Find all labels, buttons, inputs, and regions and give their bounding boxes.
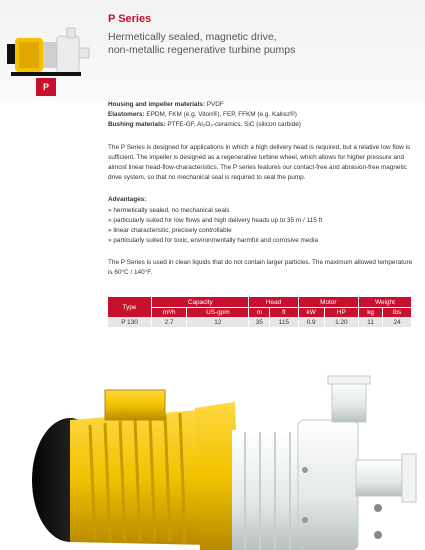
- subheader-hp: HP: [324, 308, 358, 318]
- subheader-ft: ft: [270, 308, 299, 318]
- subtitle-line-2: non-metallic regenerative turbine pumps: [108, 44, 296, 56]
- housing-spec: Housing and impeller materials: PVDF: [108, 101, 224, 108]
- header-type: Type: [108, 297, 152, 317]
- list-item: » particularly suited for low flows and high delivery heads up to 35 m / 115 ft: [108, 216, 322, 226]
- page-subtitle: [108, 31, 408, 57]
- table-row: [108, 317, 412, 327]
- elastomers-spec: Elastomers: EPDM, FKM (e.g. Viton®), FEP, FFKM (e.g. Kalrez®): [108, 111, 297, 118]
- header-motor: Motor: [298, 297, 358, 308]
- subtitle-line-1: Hermetically sealed, magnetic drive,: [108, 31, 277, 43]
- pump-thumbnail: [5, 22, 91, 84]
- usage-paragraph: The P Series is used in clean liquids that do not contain larger particles. The maximum allowed temperature is 60°C / 140°F.: [108, 259, 413, 276]
- page-title: P Series: [108, 13, 152, 25]
- bushing-spec: Bushing materials: PTFE-GF, Al₂O₃-ceramics, SiC (silicon carbide): [108, 121, 301, 128]
- cell-weight-lbs: 24: [383, 317, 412, 327]
- header-capacity: Capacity: [152, 297, 249, 308]
- list-item: » linear characteristic, precisely controllable: [108, 226, 322, 236]
- series-tag: P: [36, 78, 56, 96]
- cell-capacity-m3h: 2.7: [152, 317, 187, 327]
- subheader-lbs: lbs: [383, 308, 412, 318]
- subheader-m3h: m³/h: [152, 308, 187, 318]
- cell-motor-hp: 1.20: [324, 317, 358, 327]
- list-item: » hermetically sealed, no mechanical seals: [108, 206, 322, 216]
- cell-head-m: 35: [249, 317, 270, 327]
- cell-motor-kw: 0.9: [298, 317, 324, 327]
- subheader-kg: kg: [358, 308, 382, 318]
- header-weight: Weight: [358, 297, 411, 308]
- description-paragraph: The P Series is designed for applications in which a high delivery head is required, but a relative low flow is sufficient. The impeller is designed as a regenerative turbine wheel, which allows for higher pressure and almost linear head-flow-characteristics. The P series features our contact-free and abrasion-free magnetic drive system, so that no mechanical seal is required to seal the pump.: [108, 144, 411, 181]
- cell-capacity-usgpm: 12: [187, 317, 249, 327]
- pump-photo: [0, 370, 425, 550]
- list-item: » particularly suited for toxic, environmentally harmful and corrosive media: [108, 236, 322, 246]
- advantages-title: Advantages:: [108, 196, 147, 203]
- header-head: Head: [249, 297, 298, 308]
- subheader-usgpm: US-gpm: [187, 308, 249, 318]
- cell-type: P 130: [108, 317, 152, 327]
- advantages-list: [108, 206, 322, 246]
- cell-weight-kg: 11: [358, 317, 382, 327]
- subheader-kw: kW: [298, 308, 324, 318]
- subheader-m: m: [249, 308, 270, 318]
- cell-head-ft: 115: [270, 317, 299, 327]
- spec-table: [108, 297, 412, 327]
- materials-specs: [108, 100, 418, 130]
